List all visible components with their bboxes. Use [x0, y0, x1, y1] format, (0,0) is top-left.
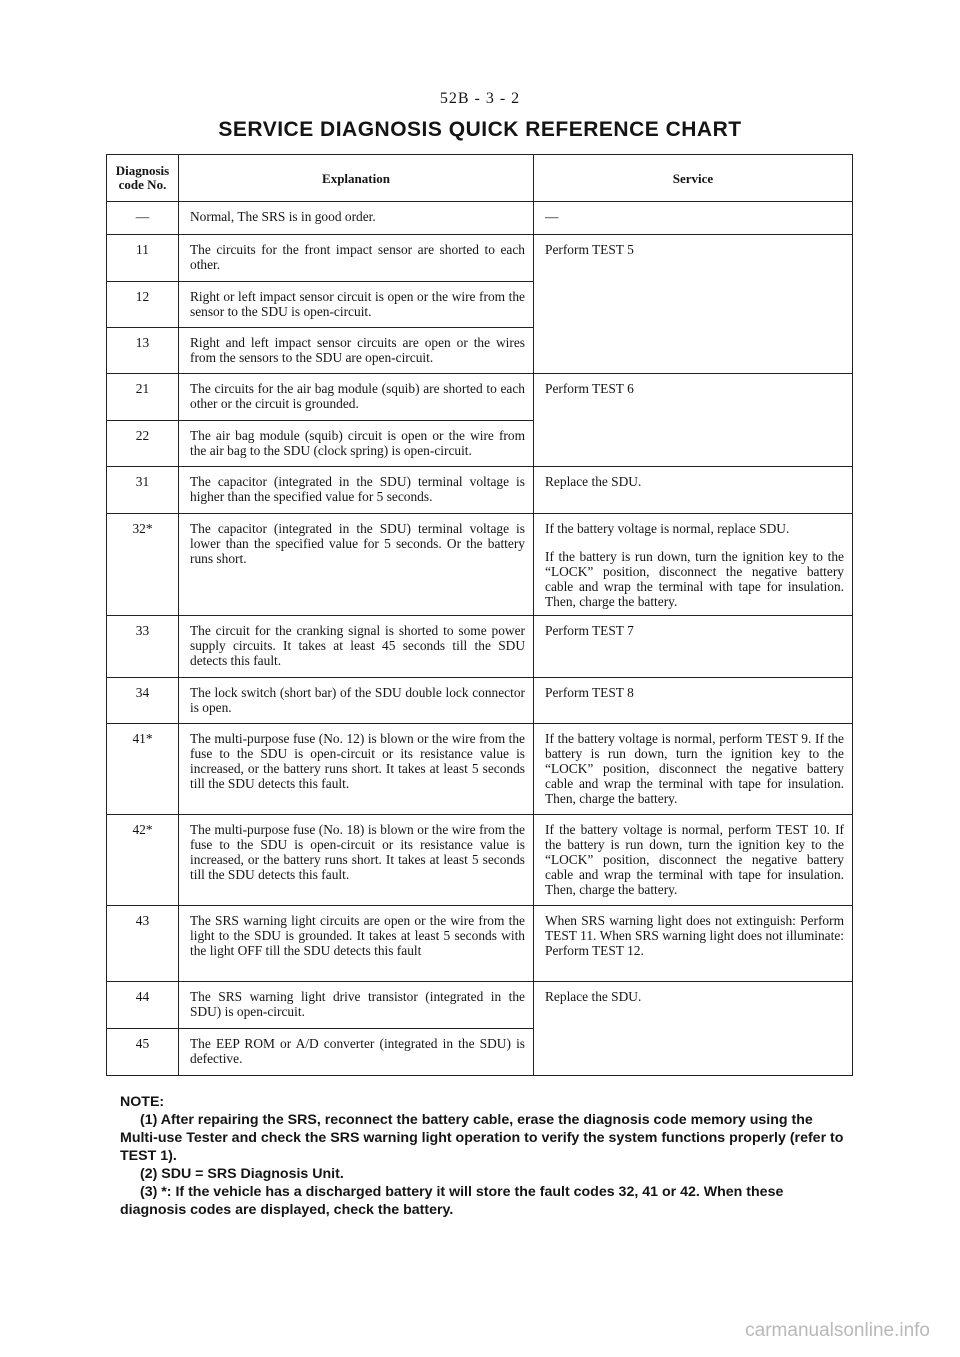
- explanation-cell: The SRS warning light circuits are open or the wire from the light to the SDU is grounded. It takes at least 5 seconds with the light OFF till the SDU detects this fault: [179, 906, 534, 982]
- explanation-cell: The capacitor (integrated in the SDU) terminal voltage is lower than the specified value for 5 seconds. Or the battery runs short.: [179, 514, 534, 616]
- table-row: [107, 202, 853, 235]
- table-row: [107, 815, 853, 906]
- service-cell: When SRS warning light does not extinguish: Perform TEST 11. When SRS warning light does not illuminate: Perform TEST 12.: [534, 906, 853, 982]
- diagnosis-code: 41*: [107, 724, 179, 815]
- explanation-cell: Right or left impact sensor circuit is open or the wire from the sensor to the SDU is open-circuit.: [179, 282, 534, 328]
- diagnosis-code: 12: [107, 282, 179, 328]
- table-row: [107, 374, 853, 421]
- table-row: [107, 616, 853, 678]
- diagnosis-code: 34: [107, 678, 179, 724]
- header-diagnosis-code: Diagnosis code No.: [107, 155, 179, 202]
- note-item: (2) SDU = SRS Diagnosis Unit.: [140, 1166, 344, 1182]
- explanation-cell: The EEP ROM or A/D converter (integrated in the SDU) is defective.: [179, 1029, 534, 1076]
- table-row: [107, 982, 853, 1029]
- service-cell: If the battery voltage is normal, perform TEST 9. If the battery is run down, turn the ignition key to the “LOCK” position, disconnect the negative battery cable and wrap the terminal with tape for insulation. Then, charge the battery.: [534, 724, 853, 815]
- explanation-cell: Right and left impact sensor circuits are open or the wires from the sensors to the SDU are open-circuit.: [179, 328, 534, 374]
- explanation-cell: The multi-purpose fuse (No. 18) is blown or the wire from the fuse to the SDU is open-circuit or its resistance value is increased, or the battery runs short. It takes at least 5 seconds till the SDU detects this fault.: [179, 815, 534, 906]
- diagnosis-code: 13: [107, 328, 179, 374]
- note-section: [120, 1093, 850, 1219]
- service-cell: Perform TEST 7: [534, 616, 853, 678]
- diagnosis-code: 21: [107, 374, 179, 421]
- diagnosis-code: 22: [107, 421, 179, 467]
- reference-table: [106, 154, 853, 1076]
- diagnosis-code: 11: [107, 235, 179, 282]
- diagnosis-code: 45: [107, 1029, 179, 1076]
- service-cell: If the battery voltage is normal, perform TEST 10. If the battery is run down, turn the ignition key to the “LOCK” position, disconnect the negative battery cable and wrap the terminal with tape for insulation. Then, charge the battery.: [534, 815, 853, 906]
- table-header-row: [107, 155, 853, 202]
- service-cell: Perform TEST 5: [534, 235, 853, 374]
- table-row: [107, 724, 853, 815]
- table-row: [107, 467, 853, 514]
- explanation-cell: The circuits for the front impact sensor are shorted to each other.: [179, 235, 534, 282]
- explanation-cell: The lock switch (short bar) of the SDU double lock connector is open.: [179, 678, 534, 724]
- table-row: [107, 514, 853, 616]
- service-cell: —: [534, 202, 853, 235]
- page-title: SERVICE DIAGNOSIS QUICK REFERENCE CHART: [218, 118, 742, 141]
- explanation-cell: Normal, The SRS is in good order.: [179, 202, 534, 235]
- diagnosis-code: 33: [107, 616, 179, 678]
- service-cell: Replace the SDU.: [534, 982, 853, 1076]
- explanation-cell: The circuit for the cranking signal is shorted to some power supply circuits. It takes at least 45 seconds till the SDU detects this fault.: [179, 616, 534, 678]
- watermark: carmanualsonline.info: [745, 1320, 930, 1341]
- diagnosis-code: 44: [107, 982, 179, 1029]
- explanation-cell: The multi-purpose fuse (No. 12) is blown or the wire from the fuse to the SDU is open-circuit or its resistance value is increased, or the battery runs short. It takes at least 5 seconds till the SDU detects this fault.: [179, 724, 534, 815]
- diagnosis-code: 32*: [107, 514, 179, 616]
- header-explanation: Explanation: [179, 155, 534, 202]
- service-cell: Perform TEST 8: [534, 678, 853, 724]
- header-service: Service: [534, 155, 853, 202]
- note-item: (1) After repairing the SRS, reconnect the battery cable, erase the diagnosis code memory using the Multi-use Tester and check the SRS warning light operation to verify the system functions properly (refer to TEST 1).: [120, 1112, 844, 1164]
- explanation-cell: The capacitor (integrated in the SDU) terminal voltage is higher than the specified value for 5 seconds.: [179, 467, 534, 514]
- table-row: [107, 235, 853, 282]
- diagnosis-code: —: [107, 202, 179, 235]
- diagnosis-code: 43: [107, 906, 179, 982]
- service-cell: Perform TEST 6: [534, 374, 853, 467]
- explanation-cell: The air bag module (squib) circuit is open or the wire from the air bag to the SDU (clock spring) is open-circuit.: [179, 421, 534, 467]
- note-item: (3) *: If the vehicle has a discharged battery it will store the fault codes 32, 41 or 42. When these diagnosis codes are displayed, check the battery.: [120, 1184, 784, 1218]
- table-row: [107, 906, 853, 982]
- table-row: [107, 678, 853, 724]
- explanation-cell: The SRS warning light drive transistor (integrated in the SDU) is open-circuit.: [179, 982, 534, 1029]
- service-cell: Replace the SDU.: [534, 467, 853, 514]
- diagnosis-code: 42*: [107, 815, 179, 906]
- explanation-cell: The circuits for the air bag module (squib) are shorted to each other or the circuit is grounded.: [179, 374, 534, 421]
- service-cell: If the battery voltage is normal, replace SDU. If the battery is run down, turn the ignition key to the “LOCK” position, disconnect the negative battery cable and wrap the terminal with tape for insulation. Then, charge the battery.: [534, 514, 853, 616]
- diagnosis-code: 31: [107, 467, 179, 514]
- note-heading: NOTE:: [120, 1094, 165, 1110]
- page-number: 52B - 3 - 2: [439, 90, 521, 107]
